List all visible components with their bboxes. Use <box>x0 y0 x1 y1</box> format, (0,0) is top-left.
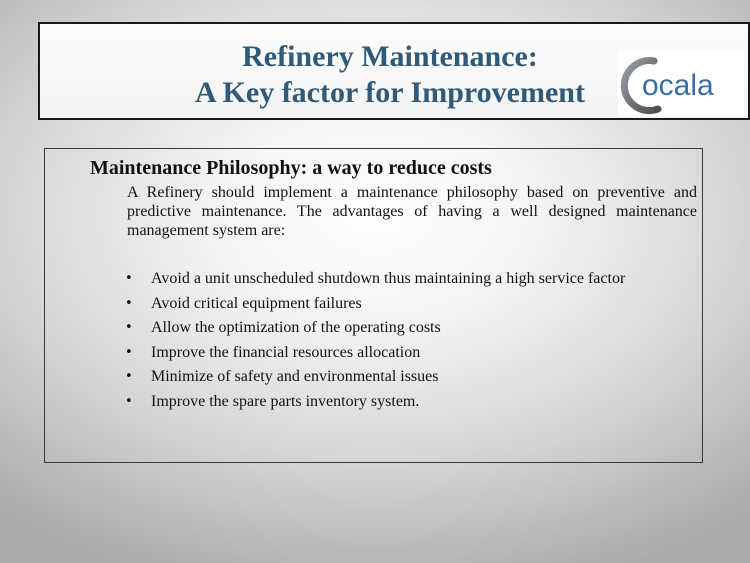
list-item <box>125 292 697 316</box>
list-item-text: Improve the financial resources allocation <box>151 343 421 361</box>
advantages-list <box>125 267 697 414</box>
title-line-1: Refinery Maintenance: <box>242 40 538 73</box>
bullet-icon: • <box>125 344 133 360</box>
list-item <box>125 267 697 291</box>
ocala-logo-icon <box>618 51 744 117</box>
list-item-text: Avoid critical equipment failures <box>151 294 362 312</box>
bullet-icon: • <box>125 369 133 384</box>
list-item <box>125 316 697 340</box>
list-item-text: Allow the optimization of the operating costs <box>151 319 441 336</box>
intro-paragraph: A Refinery should implement a maintenance philosophy based on preventive and predictive maintenance. The advantages of having a well designed maintenance management system are: <box>127 184 697 239</box>
section-heading: Maintenance Philosophy: a way to reduce costs <box>90 157 492 179</box>
bullet-icon: • <box>125 271 133 286</box>
list-item-text: Improve the spare parts inventory system. <box>151 392 420 410</box>
list-item-text: Minimize of safety and environmental issues <box>151 368 439 385</box>
content-box <box>44 148 703 463</box>
bullet-icon: • <box>125 320 133 335</box>
title-line-2: A Key factor for Improvement <box>195 76 585 109</box>
title-box <box>38 22 750 120</box>
list-item <box>125 390 697 414</box>
bullet-icon: • <box>125 393 133 409</box>
ocala-logo <box>618 51 744 117</box>
bullet-icon: • <box>125 295 133 311</box>
logo-text: ocala <box>642 69 714 102</box>
list-item-text: Avoid a unit unscheduled shutdown thus maintaining a high service factor <box>151 270 626 287</box>
list-item <box>125 365 697 389</box>
list-item <box>125 341 697 365</box>
